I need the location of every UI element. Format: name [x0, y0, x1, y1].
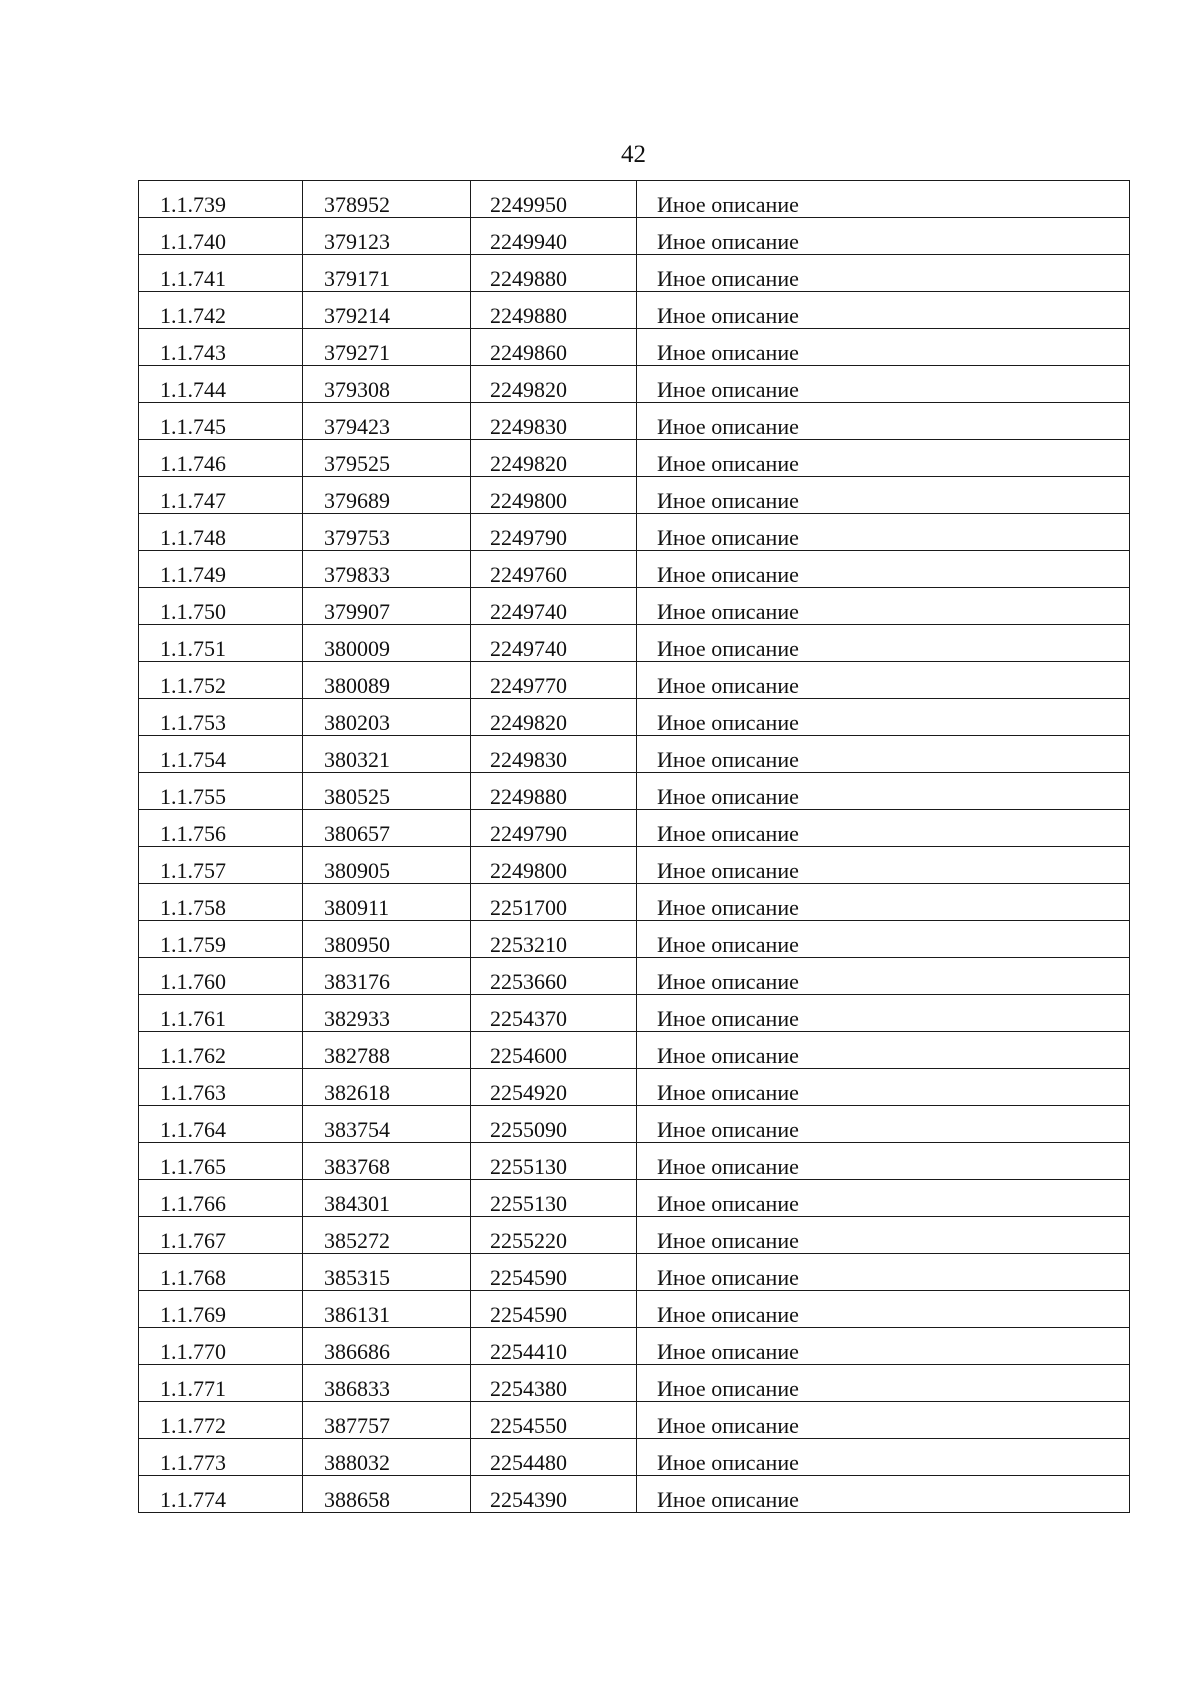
x-coordinate-cell: 380657: [303, 810, 471, 847]
x-coordinate-cell: 380905: [303, 847, 471, 884]
x-coordinate-cell: 379123: [303, 218, 471, 255]
y-coordinate-cell: 2255130: [471, 1180, 637, 1217]
table-row: [139, 921, 1130, 958]
point-number-cell: 1.1.746: [139, 440, 303, 477]
x-coordinate-cell: 383754: [303, 1106, 471, 1143]
x-coordinate-cell: 380911: [303, 884, 471, 921]
table-row: [139, 440, 1130, 477]
x-coordinate-cell: 379271: [303, 329, 471, 366]
x-coordinate-cell: 380321: [303, 736, 471, 773]
table-row: [139, 1032, 1130, 1069]
description-cell: Иное описание: [637, 699, 1130, 736]
description-cell: Иное описание: [637, 958, 1130, 995]
table-row: [139, 1217, 1130, 1254]
y-coordinate-cell: 2254410: [471, 1328, 637, 1365]
y-coordinate-cell: 2253210: [471, 921, 637, 958]
point-number-cell: 1.1.759: [139, 921, 303, 958]
x-coordinate-cell: 379308: [303, 366, 471, 403]
description-cell: Иное описание: [637, 884, 1130, 921]
table-row: [139, 699, 1130, 736]
description-cell: Иное описание: [637, 218, 1130, 255]
description-cell: Иное описание: [637, 403, 1130, 440]
x-coordinate-cell: 388032: [303, 1439, 471, 1476]
y-coordinate-cell: 2249940: [471, 218, 637, 255]
description-cell: Иное описание: [637, 995, 1130, 1032]
y-coordinate-cell: 2249760: [471, 551, 637, 588]
table-row: [139, 588, 1130, 625]
point-number-cell: 1.1.750: [139, 588, 303, 625]
x-coordinate-cell: 379689: [303, 477, 471, 514]
y-coordinate-cell: 2255090: [471, 1106, 637, 1143]
table-row: [139, 773, 1130, 810]
point-number-cell: 1.1.751: [139, 625, 303, 662]
x-coordinate-cell: 380009: [303, 625, 471, 662]
point-number-cell: 1.1.762: [139, 1032, 303, 1069]
description-cell: Иное описание: [637, 292, 1130, 329]
description-cell: Иное описание: [637, 181, 1130, 218]
point-number-cell: 1.1.766: [139, 1180, 303, 1217]
table-row: [139, 1365, 1130, 1402]
description-cell: Иное описание: [637, 329, 1130, 366]
point-number-cell: 1.1.760: [139, 958, 303, 995]
y-coordinate-cell: 2254550: [471, 1402, 637, 1439]
y-coordinate-cell: 2249820: [471, 440, 637, 477]
point-number-cell: 1.1.765: [139, 1143, 303, 1180]
point-number-cell: 1.1.744: [139, 366, 303, 403]
y-coordinate-cell: 2249830: [471, 736, 637, 773]
y-coordinate-cell: 2249770: [471, 662, 637, 699]
x-coordinate-cell: 379525: [303, 440, 471, 477]
y-coordinate-cell: 2254920: [471, 1069, 637, 1106]
table-row: [139, 218, 1130, 255]
y-coordinate-cell: 2254590: [471, 1291, 637, 1328]
x-coordinate-cell: 387757: [303, 1402, 471, 1439]
y-coordinate-cell: 2249740: [471, 625, 637, 662]
y-coordinate-cell: 2249800: [471, 477, 637, 514]
point-number-cell: 1.1.764: [139, 1106, 303, 1143]
table-row: [139, 366, 1130, 403]
x-coordinate-cell: 385272: [303, 1217, 471, 1254]
x-coordinate-cell: 380950: [303, 921, 471, 958]
x-coordinate-cell: 379423: [303, 403, 471, 440]
table-row: [139, 477, 1130, 514]
description-cell: Иное описание: [637, 255, 1130, 292]
y-coordinate-cell: 2249820: [471, 699, 637, 736]
point-number-cell: 1.1.747: [139, 477, 303, 514]
x-coordinate-cell: 379907: [303, 588, 471, 625]
table-row: [139, 1476, 1130, 1513]
table-row: [139, 995, 1130, 1032]
point-number-cell: 1.1.749: [139, 551, 303, 588]
x-coordinate-cell: 388658: [303, 1476, 471, 1513]
description-cell: Иное описание: [637, 921, 1130, 958]
table-row: [139, 1143, 1130, 1180]
description-cell: Иное описание: [637, 1439, 1130, 1476]
y-coordinate-cell: 2249790: [471, 514, 637, 551]
table-row: [139, 1254, 1130, 1291]
x-coordinate-cell: 382618: [303, 1069, 471, 1106]
x-coordinate-cell: 380203: [303, 699, 471, 736]
description-cell: Иное описание: [637, 736, 1130, 773]
y-coordinate-cell: 2249860: [471, 329, 637, 366]
table-row: [139, 1069, 1130, 1106]
y-coordinate-cell: 2255130: [471, 1143, 637, 1180]
description-cell: Иное описание: [637, 847, 1130, 884]
description-cell: Иное описание: [637, 1032, 1130, 1069]
x-coordinate-cell: 384301: [303, 1180, 471, 1217]
description-cell: Иное описание: [637, 1143, 1130, 1180]
table-row: [139, 884, 1130, 921]
y-coordinate-cell: 2249800: [471, 847, 637, 884]
point-number-cell: 1.1.753: [139, 699, 303, 736]
x-coordinate-cell: 379753: [303, 514, 471, 551]
point-number-cell: 1.1.772: [139, 1402, 303, 1439]
x-coordinate-cell: 382788: [303, 1032, 471, 1069]
table-row: [139, 514, 1130, 551]
y-coordinate-cell: 2254390: [471, 1476, 637, 1513]
description-cell: Иное описание: [637, 1476, 1130, 1513]
description-cell: Иное описание: [637, 477, 1130, 514]
x-coordinate-cell: 386833: [303, 1365, 471, 1402]
y-coordinate-cell: 2251700: [471, 884, 637, 921]
description-cell: Иное описание: [637, 773, 1130, 810]
x-coordinate-cell: 383176: [303, 958, 471, 995]
x-coordinate-cell: 379214: [303, 292, 471, 329]
point-number-cell: 1.1.769: [139, 1291, 303, 1328]
point-number-cell: 1.1.745: [139, 403, 303, 440]
description-cell: Иное описание: [637, 514, 1130, 551]
description-cell: Иное описание: [637, 1217, 1130, 1254]
page-number: 42: [621, 141, 646, 168]
point-number-cell: 1.1.754: [139, 736, 303, 773]
y-coordinate-cell: 2254600: [471, 1032, 637, 1069]
point-number-cell: 1.1.767: [139, 1217, 303, 1254]
description-cell: Иное описание: [637, 1365, 1130, 1402]
point-number-cell: 1.1.758: [139, 884, 303, 921]
point-number-cell: 1.1.761: [139, 995, 303, 1032]
table-row: [139, 1402, 1130, 1439]
table-row: [139, 1439, 1130, 1476]
table-row: [139, 662, 1130, 699]
y-coordinate-cell: 2254370: [471, 995, 637, 1032]
point-number-cell: 1.1.755: [139, 773, 303, 810]
point-number-cell: 1.1.771: [139, 1365, 303, 1402]
point-number-cell: 1.1.770: [139, 1328, 303, 1365]
x-coordinate-cell: 382933: [303, 995, 471, 1032]
x-coordinate-cell: 386686: [303, 1328, 471, 1365]
table-row: [139, 181, 1130, 218]
point-number-cell: 1.1.739: [139, 181, 303, 218]
table-row: [139, 958, 1130, 995]
description-cell: Иное описание: [637, 440, 1130, 477]
point-number-cell: 1.1.740: [139, 218, 303, 255]
table-row: [139, 329, 1130, 366]
point-number-cell: 1.1.773: [139, 1439, 303, 1476]
description-cell: Иное описание: [637, 1069, 1130, 1106]
x-coordinate-cell: 380525: [303, 773, 471, 810]
y-coordinate-cell: 2249880: [471, 255, 637, 292]
description-cell: Иное описание: [637, 366, 1130, 403]
point-number-cell: 1.1.742: [139, 292, 303, 329]
table-row: [139, 625, 1130, 662]
point-number-cell: 1.1.774: [139, 1476, 303, 1513]
point-number-cell: 1.1.756: [139, 810, 303, 847]
y-coordinate-cell: 2249950: [471, 181, 637, 218]
x-coordinate-cell: 380089: [303, 662, 471, 699]
description-cell: Иное описание: [637, 662, 1130, 699]
description-cell: Иное описание: [637, 1328, 1130, 1365]
y-coordinate-cell: 2254380: [471, 1365, 637, 1402]
table-row: [139, 736, 1130, 773]
y-coordinate-cell: 2249880: [471, 292, 637, 329]
description-cell: Иное описание: [637, 1291, 1130, 1328]
table-row: [139, 1180, 1130, 1217]
description-cell: Иное описание: [637, 588, 1130, 625]
description-cell: Иное описание: [637, 1254, 1130, 1291]
point-number-cell: 1.1.748: [139, 514, 303, 551]
point-number-cell: 1.1.763: [139, 1069, 303, 1106]
point-number-cell: 1.1.768: [139, 1254, 303, 1291]
description-cell: Иное описание: [637, 1180, 1130, 1217]
point-number-cell: 1.1.741: [139, 255, 303, 292]
table-row: [139, 847, 1130, 884]
x-coordinate-cell: 385315: [303, 1254, 471, 1291]
description-cell: Иное описание: [637, 551, 1130, 588]
coordinates-table: [138, 180, 1130, 1513]
y-coordinate-cell: 2249880: [471, 773, 637, 810]
y-coordinate-cell: 2255220: [471, 1217, 637, 1254]
y-coordinate-cell: 2249740: [471, 588, 637, 625]
point-number-cell: 1.1.752: [139, 662, 303, 699]
table-row: [139, 1328, 1130, 1365]
table-row: [139, 1291, 1130, 1328]
description-cell: Иное описание: [637, 1106, 1130, 1143]
table-row: [139, 810, 1130, 847]
description-cell: Иное описание: [637, 625, 1130, 662]
x-coordinate-cell: 378952: [303, 181, 471, 218]
x-coordinate-cell: 383768: [303, 1143, 471, 1180]
y-coordinate-cell: 2249820: [471, 366, 637, 403]
x-coordinate-cell: 379171: [303, 255, 471, 292]
y-coordinate-cell: 2254590: [471, 1254, 637, 1291]
point-number-cell: 1.1.743: [139, 329, 303, 366]
y-coordinate-cell: 2254480: [471, 1439, 637, 1476]
x-coordinate-cell: 379833: [303, 551, 471, 588]
table-row: [139, 292, 1130, 329]
table-row: [139, 1106, 1130, 1143]
y-coordinate-cell: 2249830: [471, 403, 637, 440]
y-coordinate-cell: 2253660: [471, 958, 637, 995]
table-body: [139, 181, 1130, 1513]
description-cell: Иное описание: [637, 1402, 1130, 1439]
table-row: [139, 551, 1130, 588]
x-coordinate-cell: 386131: [303, 1291, 471, 1328]
table-row: [139, 255, 1130, 292]
table-row: [139, 403, 1130, 440]
point-number-cell: 1.1.757: [139, 847, 303, 884]
description-cell: Иное описание: [637, 810, 1130, 847]
y-coordinate-cell: 2249790: [471, 810, 637, 847]
